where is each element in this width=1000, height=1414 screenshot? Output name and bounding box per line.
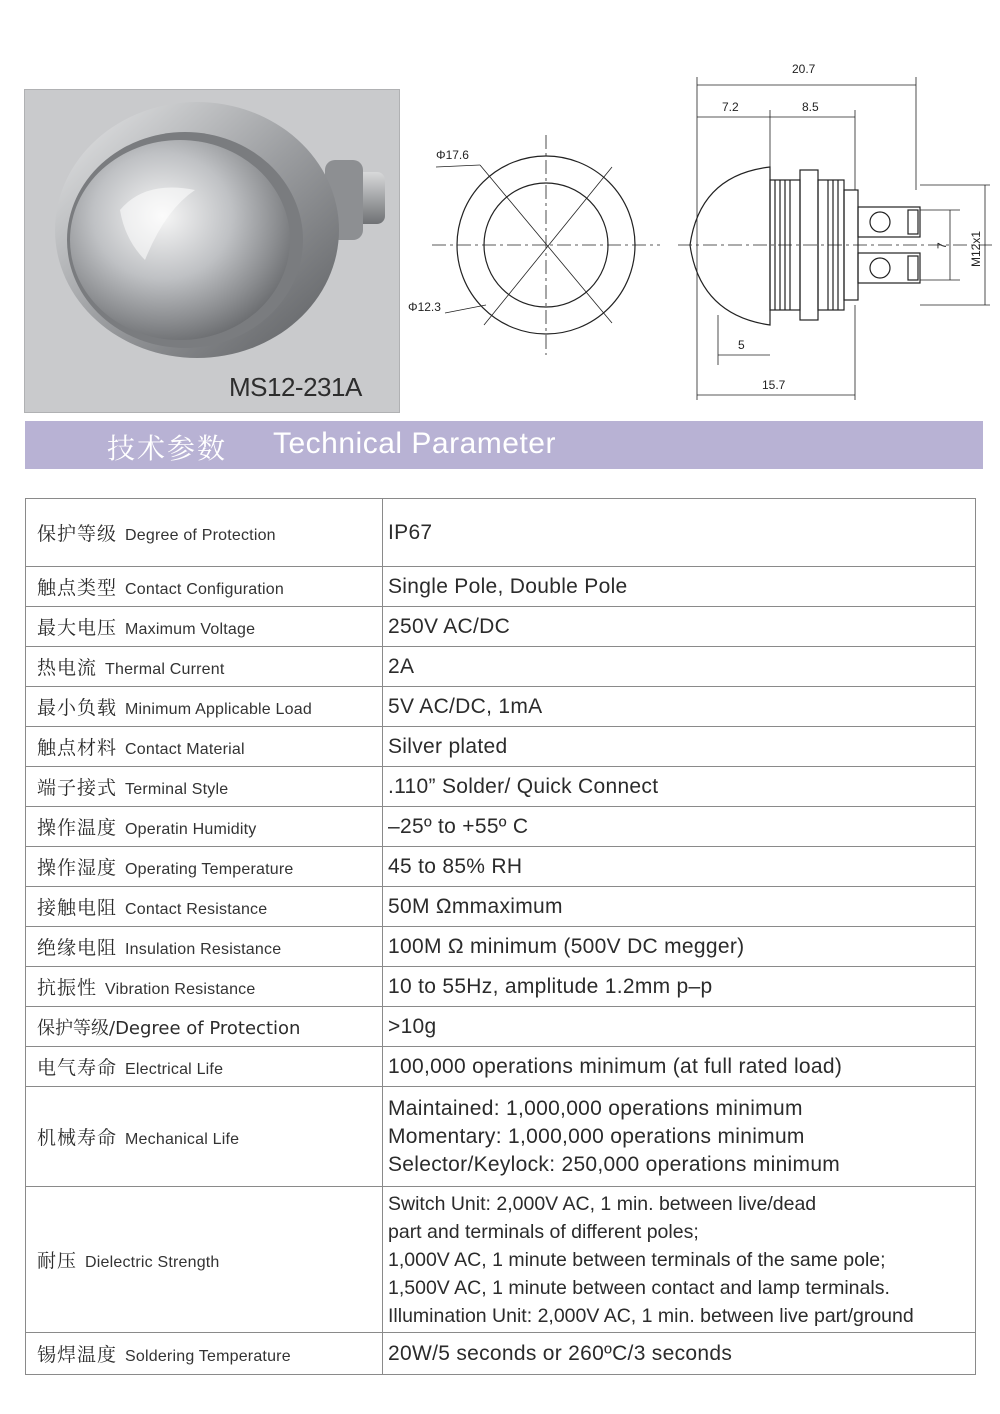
spec-label-en: Minimum Applicable Load [125,701,312,718]
spec-value [383,499,976,567]
spec-value [383,1333,976,1375]
spec-label-combined: 保护等级/Degree of Protection [37,1017,301,1039]
spec-label-cn: 保护等级 [37,523,118,545]
side-view [678,77,992,400]
spec-label-en: Dielectric Strength [85,1254,220,1271]
spec-value-line: 100,000 operations minimum (at full rated load) [388,1054,843,1078]
spec-label [26,807,383,847]
spec-row [26,607,976,647]
spec-label-en: Operatin Humidity [125,821,257,838]
spec-value-line: .110” Solder/ Quick Connect [388,774,659,798]
spec-label [26,1087,383,1187]
section-title-cn: 技术参数 [107,432,228,465]
bottom-a-label: 5 [738,338,745,352]
spec-label-cn: 接触电阻 [37,897,118,919]
spec-value-line: Single Pole, Double Pole [388,574,628,598]
spec-value [383,1047,976,1087]
spec-value [383,967,976,1007]
spec-label [26,927,383,967]
spec-label-en: Soldering Temperature [125,1348,291,1365]
spec-label-en: Operating Temperature [125,861,294,878]
spec-row [26,727,976,767]
front-view [432,135,660,355]
spec-label [26,727,383,767]
spec-label-en: Maximum Voltage [125,621,256,638]
spec-label-cn: 绝缘电阻 [37,937,118,959]
spec-value-line: 1,000V AC, 1 minute between terminals of the same pole; [388,1248,886,1271]
spec-row [26,499,976,567]
spec-value-line: Selector/Keylock: 250,000 operations minimum [388,1152,841,1176]
spec-label-en: Electrical Life [125,1061,224,1078]
model-number: MS12-231A [229,372,362,402]
spec-value-line: Momentary: 1,000,000 operations minimum [388,1124,805,1148]
spec-label-cn: 触点类型 [37,577,118,599]
spec-value-line: 5V AC/DC, 1mA [388,694,543,718]
spec-value [383,887,976,927]
spec-label-en: Mechanical Life [125,1131,240,1148]
spec-label [26,607,383,647]
spec-label [26,767,383,807]
spec-label-en: Contact Configuration [125,581,284,598]
spec-value-line: 20W/5 seconds or 260ºC/3 seconds [388,1341,733,1365]
spec-label-en: Degree of Protection [125,527,276,544]
section-header [25,421,983,469]
spec-label-en: Contact Resistance [125,901,268,918]
spec-label-en: Thermal Current [105,661,225,678]
spec-row [26,1333,976,1375]
outer-diameter-label: Φ17.6 [436,148,469,162]
spec-value-line: 250V AC/DC [388,614,511,638]
spec-row [26,1187,976,1333]
spec-row [26,647,976,687]
spec-row [26,1047,976,1087]
spec-value [383,927,976,967]
spec-value-line: –25º to +55º C [388,814,529,838]
spec-label-en: Contact Material [125,741,245,758]
spec-value [383,727,976,767]
spec-row [26,967,976,1007]
spec-label [26,1333,383,1375]
spec-value [383,1087,976,1187]
spec-row [26,1007,976,1047]
spec-label [26,687,383,727]
spec-value [383,647,976,687]
spec-value-line: 50M Ωmmaximum [388,894,563,918]
spec-label-cn: 抗振性 [37,977,98,999]
spec-value [383,847,976,887]
spec-label-en: Insulation Resistance [125,941,282,958]
spec-row [26,847,976,887]
spec-value-line: Maintained: 1,000,000 operations minimum [388,1096,803,1120]
spec-value [383,687,976,727]
spec-value-line: Illumination Unit: 2,000V AC, 1 min. between live part/ground [388,1304,914,1327]
spec-value-line: 2A [388,654,415,678]
product-photo [24,89,400,413]
spec-row [26,807,976,847]
spec-table [25,498,976,1375]
spec-label-cn: 操作温度 [37,817,118,839]
spec-value [383,1007,976,1047]
spec-value [383,1187,976,1333]
spec-value-line: 45 to 85% RH [388,854,523,878]
spec-value-line: >10g [388,1014,437,1038]
spec-label-cn: 操作湿度 [37,857,118,879]
body-length-label: 8.5 [802,100,819,114]
spec-label-cn: 热电流 [37,657,98,679]
spec-row [26,887,976,927]
spec-value [383,807,976,847]
cap-length-label: 7.2 [722,100,739,114]
push-button-illustration [25,90,399,412]
inner-diameter-label: Φ12.3 [408,300,441,314]
spec-value [383,767,976,807]
spec-label-cn: 端子接式 [37,777,118,799]
spec-value-line: IP67 [388,520,433,544]
spec-value-line: 10 to 55Hz, amplitude 1.2mm p–p [388,974,713,998]
spec-label-en: Terminal Style [125,781,229,798]
spec-label [26,1007,383,1047]
spec-value [383,607,976,647]
spec-label-cn: 电气寿命 [37,1057,118,1079]
bottom-b-label: 15.7 [762,378,786,392]
spec-value-line: 1,500V AC, 1 minute between contact and lamp terminals. [388,1276,890,1299]
spec-value-line: part and terminals of different poles; [388,1220,699,1243]
spec-label-cn: 锡焊温度 [37,1344,118,1366]
spec-label [26,1187,383,1333]
spec-value-line: Silver plated [388,734,508,758]
spec-value-line: Switch Unit: 2,000V AC, 1 min. between live/dead [388,1192,817,1215]
spec-label-en: Vibration Resistance [105,981,256,998]
spec-value [383,567,976,607]
spec-label-cn: 耐压 [37,1250,78,1272]
overall-length-label: 20.7 [792,62,816,76]
spec-label-cn: 最小负载 [37,697,118,719]
spec-label-cn: 最大电压 [37,617,118,639]
spec-label-cn: 触点材料 [37,737,118,759]
spec-label [26,1047,383,1087]
spec-label [26,567,383,607]
spec-row [26,767,976,807]
spec-row [26,687,976,727]
thread-label: M12x1 [969,230,983,267]
dimension-drawing [400,55,1000,415]
spec-label [26,499,383,567]
spec-row [26,1087,976,1187]
spec-label [26,847,383,887]
spec-label [26,887,383,927]
spec-row [26,567,976,607]
spec-label-cn: 机械寿命 [37,1127,118,1149]
terminal-width-label: 7 [935,242,949,249]
spec-value-line: 100M Ω minimum (500V DC megger) [388,934,745,958]
spec-label [26,967,383,1007]
spec-row [26,927,976,967]
section-title-en: Technical Parameter [273,427,556,460]
spec-label [26,647,383,687]
